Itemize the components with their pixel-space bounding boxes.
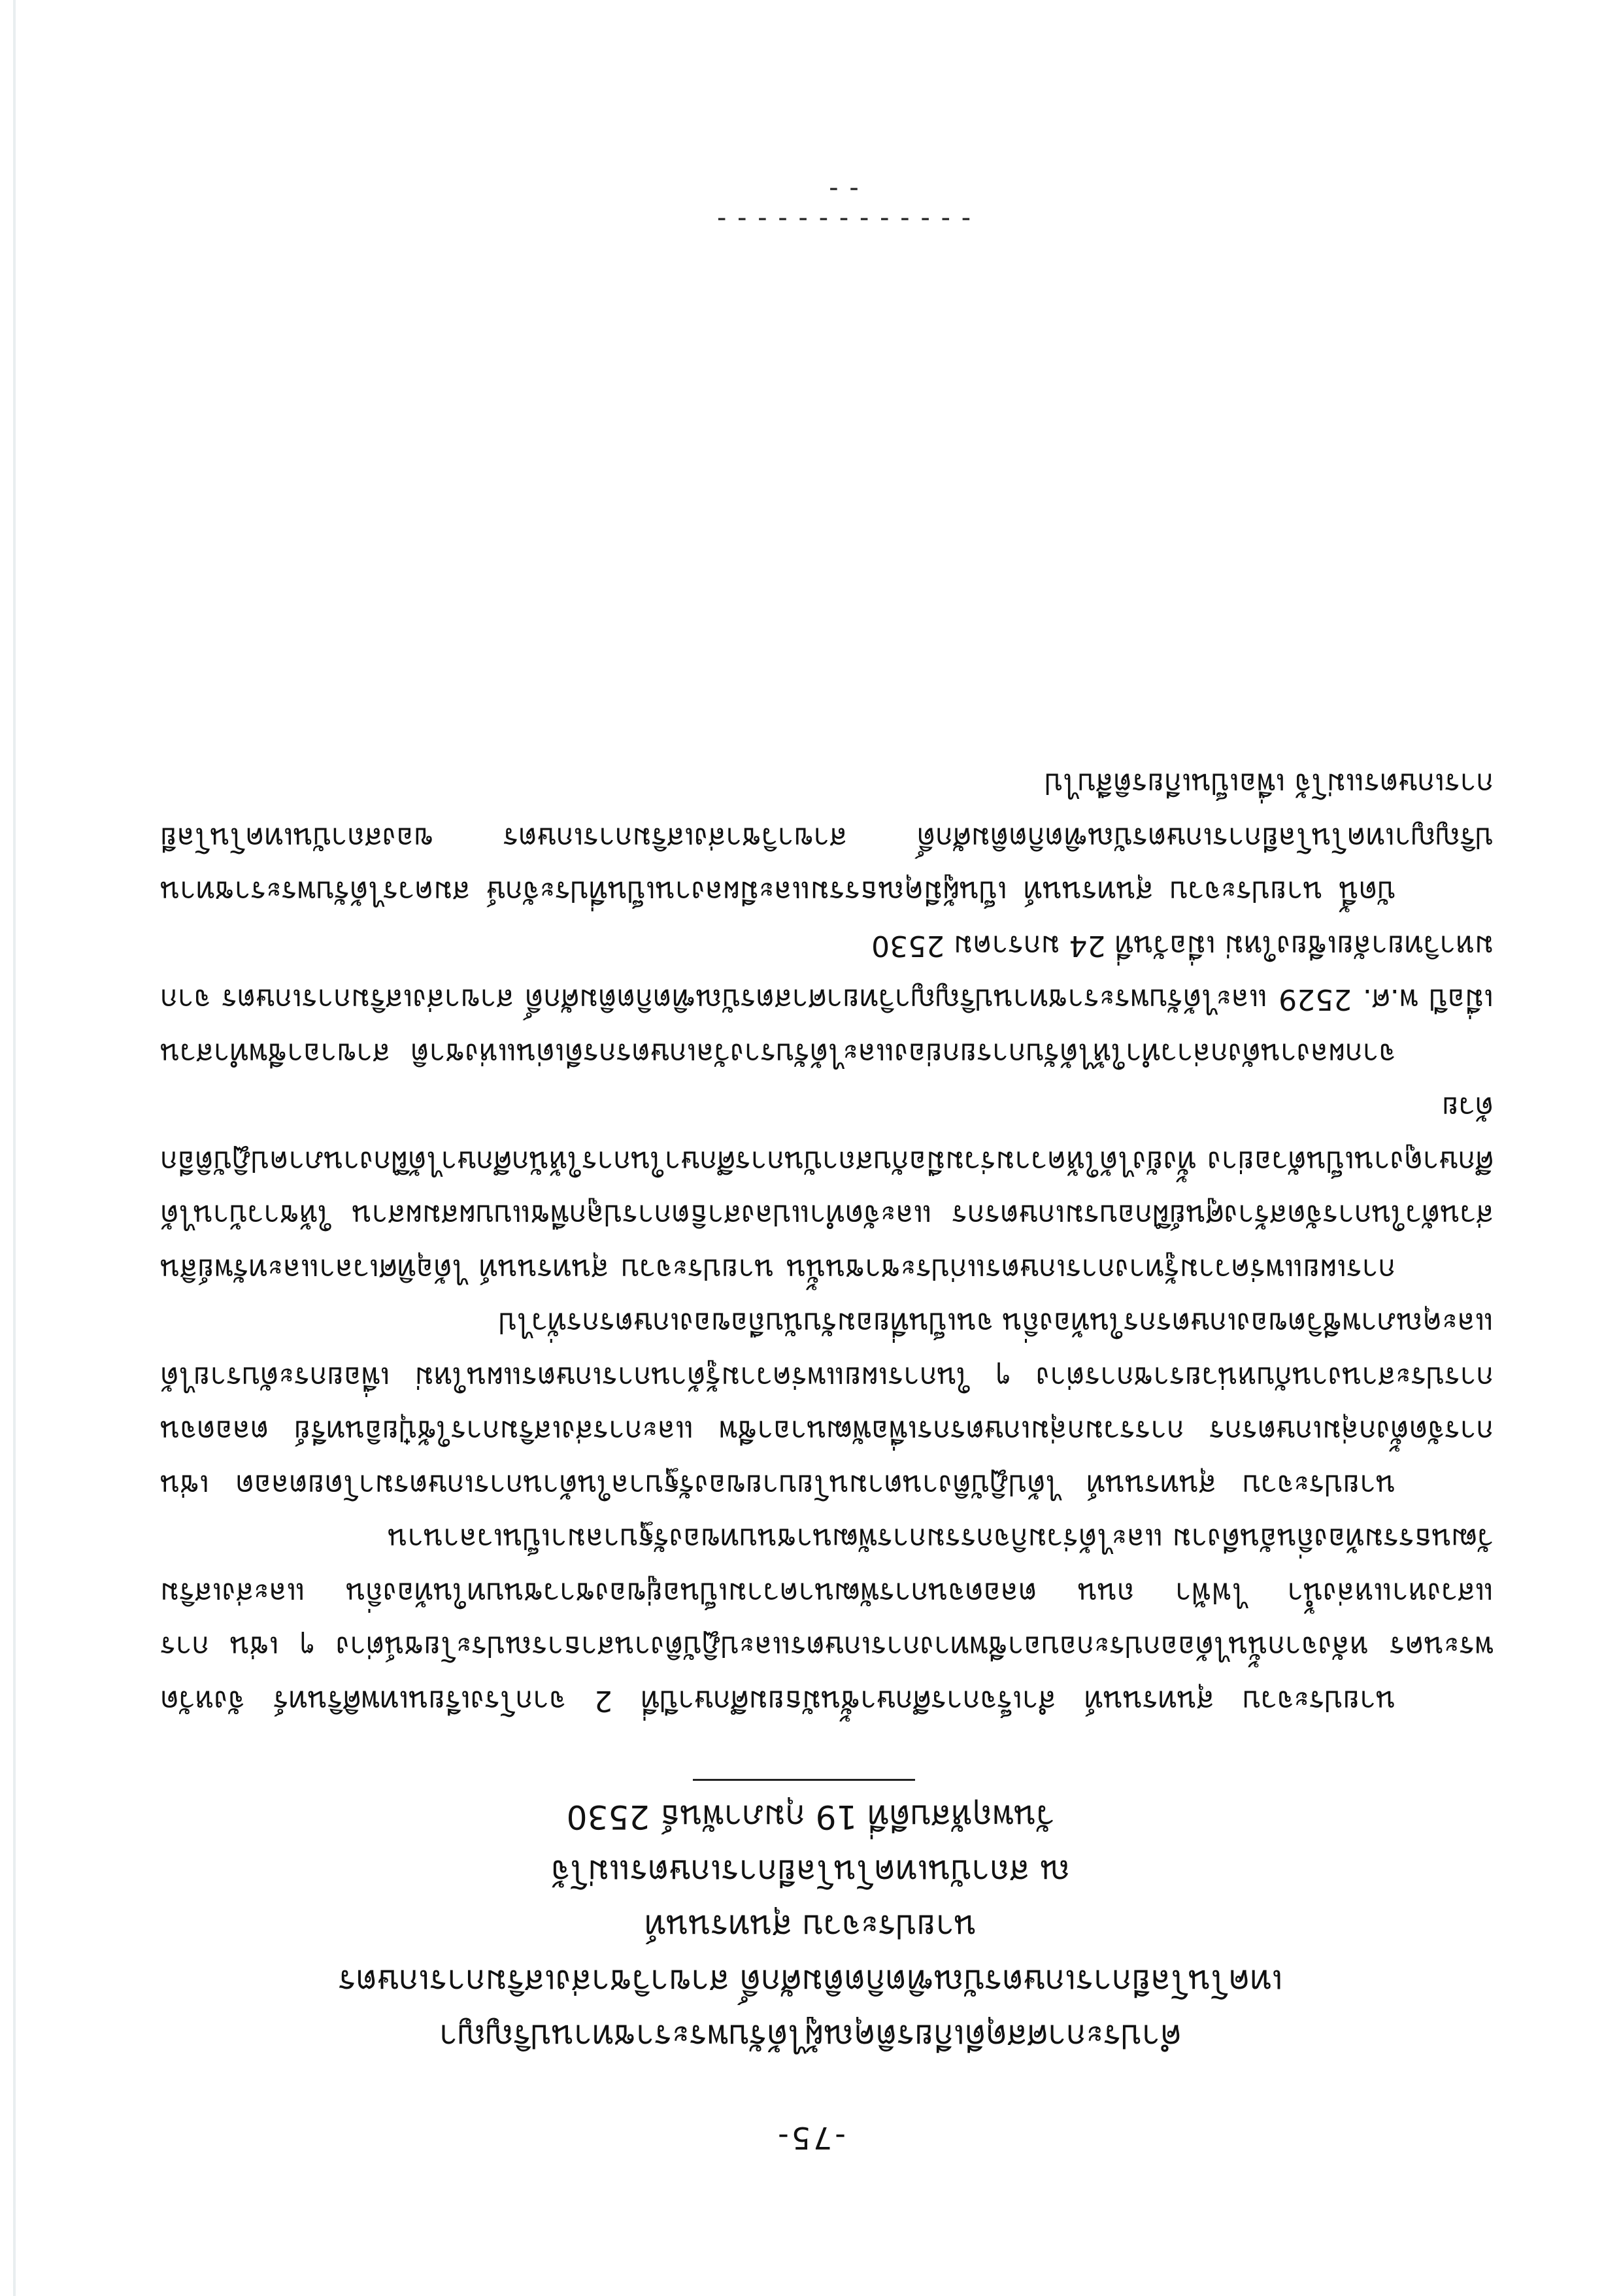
end-divider: - - - - - - - - - - - - - - - [715,175,971,235]
heading-line-citation: คำประกาศสดุดีเกียรติคุณผู้ได้รับพระราชทานปริญญา [439,2017,1182,2055]
heading-line-date: วันพฤหัสบดีที่ 19 กุมภาพันธ์ 2530 [566,1798,1055,1836]
citation-body [160,756,1494,1727]
page-number: -75- [775,2120,846,2155]
heading-line-recipient: นายประจวบ สุนทรนนท์ [644,1908,977,1946]
paragraph-work: นายประจวบ สุนทรนนท์ ได้ปฏิบัติงานตามนโยบายของรัฐบาลในด้านการเกษตรมาโดยตลอด เช่น การจัดตั้งกลุ่มเกษตรกร การรวมกลุ่มเกษตรกรเพื่อพัฒนาอาชีพ และการส่งเสริมการใช้ปุ๋ยอินทรีย์ ตลอดจนการประสานงานกับหน่วยราชการต่าง ๆ ในการเผยแพร่ความรู้ด้านการเกษตรแผนใหม่ เพื่อยกระดับรายได้และคุณภาพชีวิตของเกษตรกรในท้องถิ่น จนเป็นที่ยอมรับนับถือของเกษตรกรทั่วไป [160,1306,1494,1502]
heading-line-degree: เทคโนโลยีการเกษตรบัณฑิตกิตติมศักดิ์ สาขาวิชาส่งเสริมการเกษตร [338,1963,1283,2001]
heading-line-institution: ณ สถาบันเทคโนโลยีการเกษตรแม่โจ้ [550,1853,1071,1891]
heading-divider [693,1779,915,1781]
document-heading [0,1789,1621,2064]
paragraph-conclusion: บัดนี้ นายประจวบ สุนทรนนท์ เป็นผู้มีคุณธรรมและมีผลงานเป็นที่ประจักษ์ สมควรได้รับพระราชทานปริญญาเทคโนโลยีการเกษตรบัณฑิตกิตติมศักดิ์ สาขาวิชาส่งเสริมการเกษตร ของสถาบันเทคโนโลยีการเกษตรแม่โจ้ เพื่อเป็นเกียรติสืบไป [160,767,1494,909]
paragraph-outreach: การเผยแพร่ความรู้ทางการเกษตรแก่ประชาชนนั้น นายประจวบ สุนทรนนท์ ได้อุทิศเวลาและทรัพย์สินส่วนตัวในการจัดสร้างศูนย์ฝึกอบรมเกษตรกร และจัดทำแปลงสาธิตการปลูกพืชแบบผสมผสาน ให้ชาวบ้านได้ศึกษาดูงานเป็นตัวอย่าง ทั้งยังได้ให้ความร่วมมือกับสถาบันการศึกษาในการให้นักศึกษาได้ฝึกงานภาคปฏิบัติอีกด้วย [160,1090,1494,1286]
paragraph-education: นายประจวบ สุนทรนนท์ สำเร็จการศึกษาชั้นมัธยมศึกษาปีที่ 2 จากโรงเรียนเทพศิรินทร์ จังหวัดพระนคร หลังจากนั้นได้ออกประกอบอาชีพทางการเกษตรและปฏิบัติงานสาธารณประโยชน์ต่าง ๆ เช่น การแสวงหาแหล่งน้ำ ไฟฟ้า ถนน ตลอดจนการพัฒนาความเป็นอยู่ของชาวชนบทในท้องถิ่น และส่งเสริมวัฒนธรรมท้องถิ่นอันดีงาม และได้ร่วมกิจกรรมการพัฒนาชนบทของรัฐบาลมาเป็นเวลานาน [160,1522,1494,1717]
paragraph-awards: จากผลงานดังกล่าวทำให้ได้รับการยกย่องและได้รับรางวัลเกษตรกรดีเด่นแห่งชาติ สาขาอาชีพทำสวน เมื่อปี พ.ศ. 2529 และได้รับพระราชทานปริญญาวิทยาศาสตรบัณฑิตกิตติมศักดิ์ สาขาส่งเสริมการเกษตร จากมหาวิทยาลัยเชียงใหม่ เมื่อวันที่ 24 มกราคม 2530 [160,929,1494,1070]
